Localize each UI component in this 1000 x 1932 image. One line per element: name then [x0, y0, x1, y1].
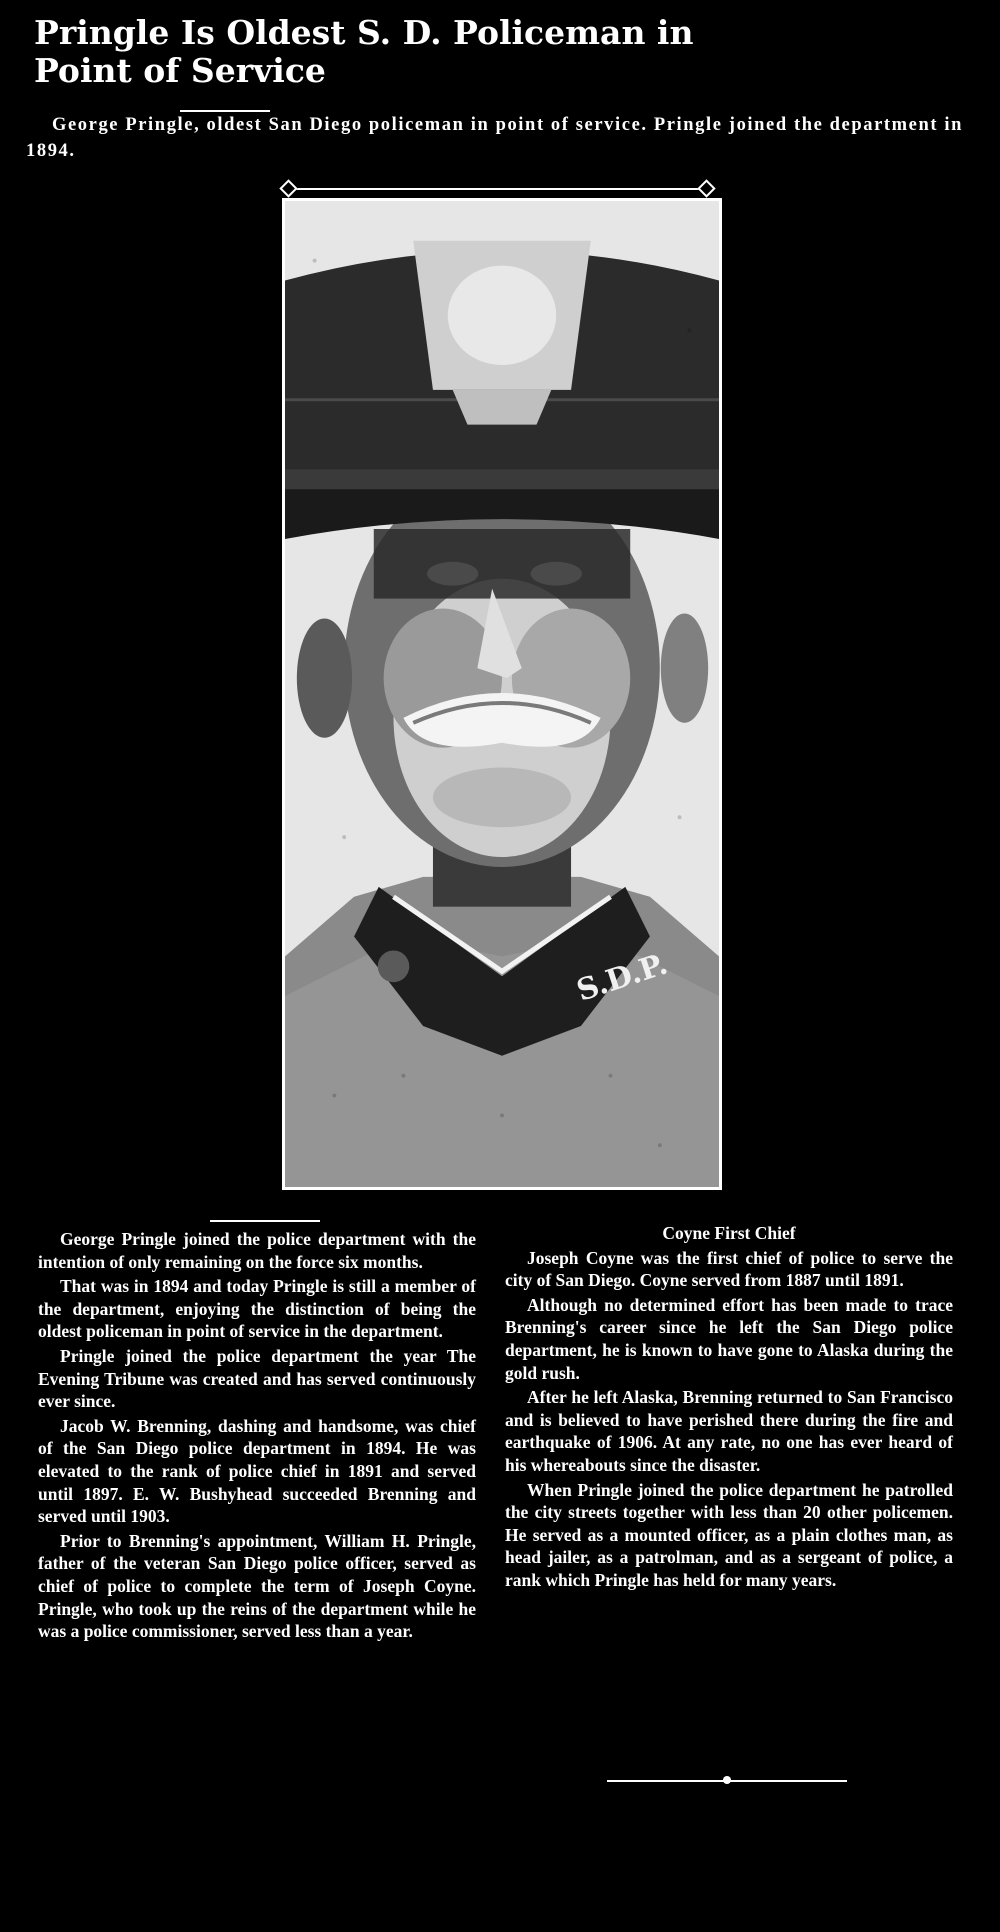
headline-line-1: Pringle Is Oldest S. D. Policeman in — [34, 13, 694, 52]
article-paragraph: When Pringle joined the police department he patrolled the city streets together with less than 20 other policemen. He served as a mounted officer, as a plain clothes man, as head jailer, as a patrolman, and as a sergeant of police, a rank which Pringle has held for many years. — [505, 1479, 953, 1590]
rule-ornament-left — [279, 179, 297, 197]
photo-top-rule — [282, 188, 708, 190]
article-paragraph: Joseph Coyne was the first chief of police to serve the city of San Diego. Coyne served from 1887 until 1891. — [505, 1247, 953, 1291]
subhead: Coyne First Chief — [662, 1223, 796, 1243]
article-paragraph: After he left Alaska, Brenning returned to San Francisco and is believed to have perished there during the fire and earthquake of 1906. At any rate, no one has ever heard of his whereabouts since the disaster. — [505, 1387, 953, 1475]
article-paragraph: Jacob W. Brenning, dashing and handsome, was chief of the San Diego police department in 1894. He was elevated to the rank of police chief in 1891 and served until 1897. E. W. Bushyhead succeeded Brenning and served until 1903. — [38, 1415, 476, 1527]
article-paragraph: Prior to Brenning's appointment, William H. Pringle, father of the veteran San Diego police officer, served as chief of police to complete the term of Joseph Coyne. Pringle, who took up the reins of the department while he was a police commissioner, served less than a year. — [38, 1530, 476, 1642]
article-right-column — [505, 1222, 953, 1594]
headline-line-2: Point of Service — [34, 51, 326, 90]
headline — [34, 14, 974, 90]
portrait-illustration — [285, 201, 719, 1187]
column-divider-rule — [210, 1220, 320, 1222]
article-paragraph: Although no determined effort has been made to trace Brenning's career since he left the San Diego police department, he is known to have gone to Alaska during the gold rush. — [505, 1294, 953, 1383]
article-end-dot — [723, 1776, 731, 1784]
article-paragraph: George Pringle joined the police department with the intention of only remaining on the force six months. — [38, 1229, 476, 1272]
photo-caption: George Pringle, oldest San Diego policeman in point of service. Pringle joined the department in 1894. — [26, 115, 963, 161]
article-left-column — [38, 1228, 476, 1645]
rule-ornament-right — [697, 179, 715, 197]
article-paragraph: Pringle joined the police department the year The Evening Tribune was created and has served continuously ever since. — [38, 1345, 476, 1412]
collar-insignia: S.D.P. — [572, 946, 672, 1009]
portrait-photo — [282, 198, 722, 1190]
article-paragraph: That was in 1894 and today Pringle is still a member of the department, enjoying the distinction of being the oldest policeman in point of service in the department. — [38, 1276, 476, 1342]
